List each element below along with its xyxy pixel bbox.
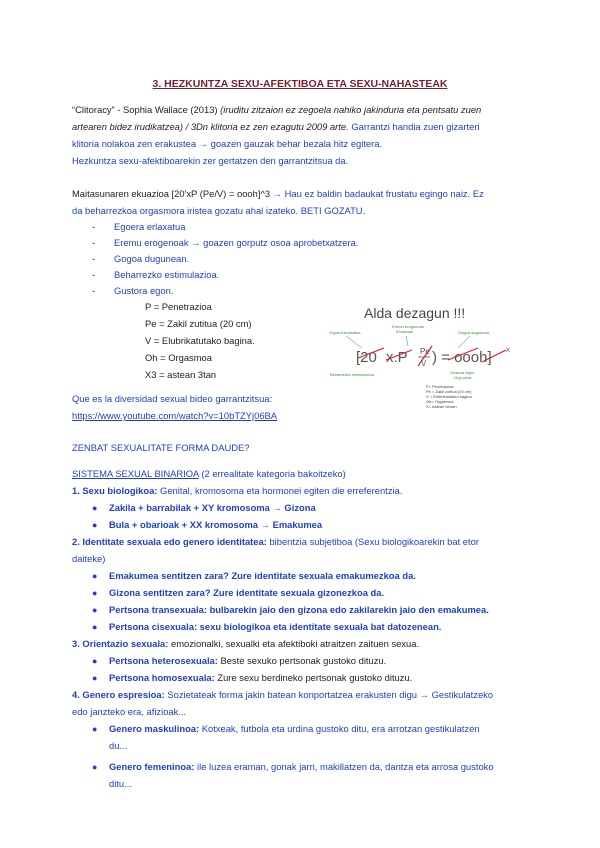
variable-item: X3 = astean 3tan: [145, 369, 217, 380]
video-text: Que es la diversidad sexual bideo garrantzitsua:: [72, 393, 273, 404]
figure-label-gogoa: Gogoa dugunean: [458, 330, 489, 335]
figure-arrow: [458, 336, 470, 348]
list-item-text: Zure sexu berdineko pertsonak gustoko dituzu.: [214, 672, 413, 683]
intro-blue-a: Garrantzi handia zuen gizarteri: [348, 121, 480, 132]
section-2-line: [72, 533, 532, 550]
intro-italic-2: artearen bidez irudikatzea) / 3Dn klitoria ez zen ezagutu 2009 arte.: [72, 121, 349, 132]
intro-author: “Clitoracy” - Sophia Wallace (2013): [72, 104, 221, 115]
video-link[interactable]: https://www.youtube.com/watch?v=10bTZYj06BA: [72, 410, 278, 421]
section-4-title: 4. Genero espresioa:: [72, 689, 165, 700]
figure-legend-item: V = Elubrikatutako bagina: [426, 394, 472, 399]
list-item-cont: du...: [109, 740, 128, 751]
system-heading: [72, 465, 532, 482]
section-2-desc-cont: daiteke): [72, 553, 106, 564]
figure-label-behar: Beharrezko estimulazioa: [330, 372, 374, 377]
figure-legend-item: P= Penetrazioa: [426, 384, 454, 389]
intro-italic-1: (iruditu zitzaion ez zegoela nahiko jakinduria eta pentsatu zuen: [220, 104, 482, 115]
section-1-desc: Genital, kromosoma eta hormonei egiten die erreferentzia.: [157, 485, 403, 496]
section-3-line: [72, 635, 532, 652]
variable-item: Oh = Orgasmoa: [145, 352, 212, 363]
section-question: ZENBAT SEXUALITATE FORMA DAUDE?: [72, 442, 250, 453]
list-item-term: Pertsona heterosexuala:: [109, 655, 218, 666]
dash-item: - Gogoa dugunean.: [92, 253, 190, 264]
dash-item-text: Gustora egon.: [114, 285, 174, 296]
system-heading-underlined: SISTEMA SEXUAL BINARIOA: [72, 468, 199, 479]
list-item-term: Genero maskulinoa:: [109, 723, 200, 734]
list-item: ● Bula + obarioak + XX kromosoma → Emakumea: [92, 519, 323, 530]
variable-item: Pe = Zakil zutitua (20 cm): [145, 318, 252, 329]
list-item: ● Emakumea sentitzen zara? Zure identitate sexuala emakumezkoa da.: [92, 570, 416, 581]
dash-item: - Eremu erogenoak → goazen gorputz osoa aprobetxatzera.: [92, 237, 359, 248]
dash-item: - Gustora egon.: [92, 285, 174, 296]
list-item-term: Genero femeninoa:: [109, 761, 195, 772]
figure-label-gustora: Gustora egon: [450, 370, 475, 375]
list-item: ● Gizona sentitzen zara? Zure identitate sexuala gizonezkoa da.: [92, 587, 385, 598]
dash-item-text: Gogoa dugunean.: [114, 253, 190, 264]
list-item: ● Pertsona homosexuala: Zure sexu berdineko pertsonak gustoko dituzu.: [92, 672, 413, 683]
figure-heading: Alda dezagun !!!: [364, 305, 466, 321]
dash-item: - Beharrezko estimulazioa.: [92, 269, 220, 280]
list-item: ● Genero maskulinoa: Kotxeak, futbola eta urdina gustoko ditu, era arrotzan gestikulatzen: [92, 723, 480, 734]
list-item: ● Pertsona cisexuala: sexu biologikoa eta identitate sexuala bat datozenean.: [92, 621, 442, 632]
section-1-line: [72, 482, 532, 499]
figure-legend-item: X= Astean hiruan: [426, 404, 457, 409]
figure-formula-left: [20: [356, 349, 377, 366]
intro-blue-c: Hezkuntza sexu-afektiboarekin zer gertatzen den garrantzitsua da.: [72, 155, 349, 166]
figure-label-egoera: Egoera erlaxatua: [330, 330, 361, 335]
list-item: ● Genero femeninoa: ile luzea eraman, gonak jarri, makillatzen da, dantza eta arrosa gustoko: [92, 761, 494, 772]
page-title: 3. HEZKUNTZA SEXU-AFEKTIBOA ETA SEXU-NAHASTEAK: [152, 78, 448, 90]
list-item-text: bulbarekin jaio den gizona edo zakilarekin jaio den emakumea.: [206, 604, 489, 615]
dash-item: - Egoera erlaxatua: [92, 221, 186, 232]
equation-blue-2: da beharrezkoa orgasmora iristea gozatu ahal izateko. BETI GOZATU.: [72, 205, 366, 216]
list-item-text: sexu biologikoa eta identitate sexuala bat datozenean.: [197, 621, 442, 632]
list-item-term: Pertsona homosexuala:: [109, 672, 215, 683]
list-item-text: Kotxeak, futbola eta urdina gustoko ditu, era arrotzan gestikulatzen: [199, 723, 480, 734]
dash-item-text: Beharrezko estimulazioa.: [114, 269, 220, 280]
section-3-desc: emozionalki, sexualki eta afektiboki atraitzen zaituen sexua.: [168, 638, 420, 649]
list-item: ● Pertsona transexuala: bulbarekin jaio den gizona edo zakilarekin jaio den emakumea.: [92, 604, 489, 615]
list-item-text: Gizona sentitzen zara? Zure identitate sexuala gizonezkoa da.: [109, 587, 385, 598]
figure-formula-right: ) = oooh]: [432, 349, 492, 366]
section-4-line: [72, 686, 532, 703]
intro-line-1: [72, 101, 532, 118]
list-item: ● Pertsona heterosexuala: Beste sexuko pertsonak gustoko dituzu.: [92, 655, 387, 666]
section-4-desc-cont: edo janzteko era, afizioak...: [72, 706, 187, 717]
dash-item-text: Egoera erlaxatua: [114, 221, 186, 232]
list-item-text: ile luzea eraman, gonak jarri, makillatzen da, dantza eta arrosa gustoko: [194, 761, 494, 772]
figure-legend-item: Pe = Zakil zutitua (20 cm): [426, 389, 472, 394]
list-item: ● Zakila + barrabilak + XY kromosoma → Gizona: [92, 502, 316, 513]
list-item-text: Emakumea sentitzen zara? Zure identitate sexuala emakumezkoa da.: [109, 570, 416, 581]
figure-formula-mid: x.P: [386, 349, 408, 366]
list-item-text: Bula + obarioak + XX kromosoma → Emakumea: [109, 519, 323, 530]
variable-item: P = Penetrazioa: [145, 301, 212, 312]
list-item-text: Zakila + barrabilak + XY kromosoma → Gizona: [109, 502, 316, 513]
equation-line-1: [72, 185, 532, 202]
figure-formula-v: V: [421, 359, 427, 368]
figure-label-eremu: Eremu erogenoak: [392, 324, 424, 329]
section-4-desc: Sozietateak forma jakin batean konportatzea erakusten digu → Gestikulatzeko: [164, 689, 494, 700]
section-2-desc: bibentzia subjetiboa (Sexu biologikoarekin bat etor: [266, 536, 479, 547]
equation-text: Maitasunaren ekuazioa [20'xP (Pe/V) = oooh]^3: [72, 188, 271, 199]
system-heading-rest: (2 errealitate kategoria bakoitzeko): [198, 468, 346, 479]
list-item-cont: ditu...: [109, 778, 132, 789]
section-2-title: 2. Identitate sexuala edo genero identitatea:: [72, 536, 267, 547]
figure-arrow: [406, 336, 408, 346]
intro-line-2: [72, 118, 532, 135]
equation-blue-1: → Hau ez baldin badaukat frustatu egingo naiz. Ez: [270, 188, 484, 199]
figure-legend-item: Oh= Orgasmoa: [426, 399, 454, 404]
section-3-title: 3. Orientazio sexuala:: [72, 638, 169, 649]
figure-arrow: [346, 336, 362, 348]
figure-label-orgi: Orgi pesa: [454, 375, 472, 380]
variable-item: V = Elubrikatutako bagina.: [145, 335, 255, 346]
figure-formula-exp: X: [506, 348, 511, 354]
list-item-term: Pertsona cisexuala:: [109, 621, 198, 632]
figure-label-eremu2: Erosanak: [396, 329, 413, 334]
figure-formula-pe: Pe: [420, 347, 430, 356]
section-1-title: 1. Sexu biologikoa:: [72, 485, 158, 496]
list-item-text: Beste sexuko pertsonak gustoko dituzu.: [217, 655, 387, 666]
dash-item-text: Eremu erogenoak → goazen gorputz osoa aprobetxatzera.: [114, 237, 359, 248]
list-item-term: Pertsona transexuala:: [109, 604, 207, 615]
intro-blue-b: klitoria nolakoa zen erakustea → goazen gauzak behar bezala hitz egitera.: [72, 138, 383, 149]
